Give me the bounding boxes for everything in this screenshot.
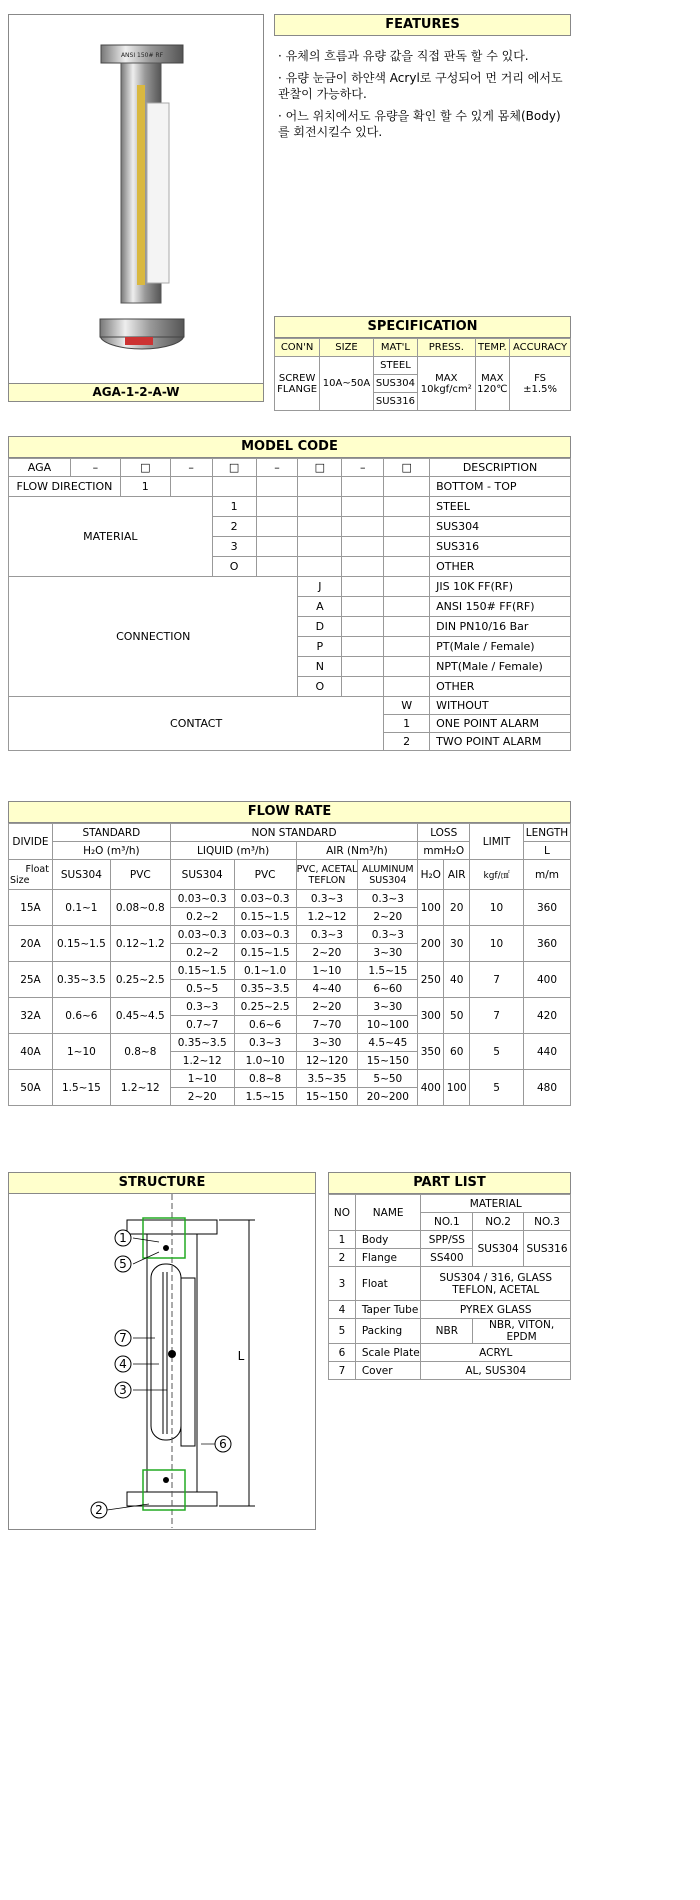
- fr-liq-sus304: 0.03~0.3: [170, 890, 234, 908]
- fr-h-divide: DIVIDE: [9, 824, 53, 860]
- pl-name: Flange: [355, 1249, 421, 1267]
- fr-liq-pvc: 0.3~3: [234, 1034, 296, 1052]
- fr-air-pvc: 15~150: [296, 1088, 358, 1106]
- pl-no: 4: [329, 1301, 356, 1319]
- spec-press: MAX 10kgf/cm²: [418, 357, 475, 411]
- pl-mat1: SS400: [421, 1249, 473, 1267]
- table-row: [9, 926, 571, 944]
- connection-code: P: [298, 637, 342, 657]
- connection-code: N: [298, 657, 342, 677]
- connection-desc: OTHER: [430, 677, 571, 697]
- fr-std-sus304: 0.35~3.5: [52, 962, 110, 998]
- connection-desc: DIN PN10/16 Bar: [430, 617, 571, 637]
- fr-air-pvc: 0.3~3: [296, 926, 358, 944]
- fr-limit: 7: [470, 998, 524, 1034]
- fr-air-pvc: 1~10: [296, 962, 358, 980]
- flowmeter-photo: [9, 15, 263, 385]
- spec-matl: SUS304: [373, 375, 417, 393]
- pl-name: Packing: [355, 1319, 421, 1344]
- flow-rate-title: FLOW RATE: [8, 801, 571, 823]
- feature-item: · 유체의 흐름과 유량 값을 직접 판독 할 수 있다.: [278, 49, 529, 63]
- pl-h-no3: NO.3: [524, 1213, 571, 1231]
- callout-2: 2: [95, 1503, 103, 1517]
- specification-title: SPECIFICATION: [274, 316, 571, 338]
- fr-h-L: L: [523, 842, 570, 860]
- connection-desc: ANSI 150# FF(RF): [430, 597, 571, 617]
- material-desc: OTHER: [430, 557, 571, 577]
- flow-direction-code: 1: [120, 477, 170, 497]
- spec-matl: SUS316: [373, 393, 417, 411]
- spec-conn: SCREW FLANGE: [275, 357, 320, 411]
- model-code-table: [8, 458, 571, 751]
- fr-size: 32A: [9, 998, 53, 1034]
- model-code-header: □: [120, 459, 170, 477]
- fr-length: 360: [523, 890, 570, 926]
- pl-no: 6: [329, 1344, 356, 1362]
- fr-h-alu: ALUMINUM SUS304: [358, 860, 418, 890]
- fr-loss-air: 100: [444, 1070, 470, 1106]
- connection-code: O: [298, 677, 342, 697]
- fr-h-length: LENGTH: [523, 824, 570, 842]
- fr-limit: 10: [470, 890, 524, 926]
- fr-air-pvc: 2~20: [296, 998, 358, 1016]
- table-row: [9, 998, 571, 1016]
- pl-no: 3: [329, 1267, 356, 1301]
- fr-liq-sus304: 0.3~3: [170, 998, 234, 1016]
- fr-liq-sus304: 0.2~2: [170, 908, 234, 926]
- pl-mat1: NBR: [421, 1319, 473, 1344]
- fr-liq-sus304: 0.03~0.3: [170, 926, 234, 944]
- fr-air-pvc: 4~40: [296, 980, 358, 998]
- feature-item: · 유량 눈금이 하얀색 Acryl로 구성되어 먼 거리 에서도 관찰이 가능하다.: [278, 71, 563, 101]
- product-photo-frame: [8, 14, 264, 402]
- specification-table: [274, 338, 571, 411]
- connection-desc: NPT(Male / Female): [430, 657, 571, 677]
- model-code-header: □: [298, 459, 342, 477]
- fr-air-alu: 2~20: [358, 908, 418, 926]
- fr-air-pvc: 12~120: [296, 1052, 358, 1070]
- fr-air-alu: 6~60: [358, 980, 418, 998]
- contact-label: CONTACT: [9, 697, 384, 751]
- fr-liq-pvc: 0.25~2.5: [234, 998, 296, 1016]
- flow-rate-table: [8, 823, 571, 1106]
- spec-temp: MAX 120℃: [475, 357, 510, 411]
- fr-length: 440: [523, 1034, 570, 1070]
- fr-liq-pvc: 1.5~15: [234, 1088, 296, 1106]
- fr-std-sus304: 0.1~1: [52, 890, 110, 926]
- fr-std-sus304: 1.5~15: [52, 1070, 110, 1106]
- fr-liq-pvc: 0.35~3.5: [234, 980, 296, 998]
- fr-h-loss: LOSS: [418, 824, 470, 842]
- spec-size: 10A~50A: [320, 357, 374, 411]
- fr-air-alu: 15~150: [358, 1052, 418, 1070]
- connection-desc: PT(Male / Female): [430, 637, 571, 657]
- material-code: 2: [212, 517, 256, 537]
- fr-air-alu: 0.3~3: [358, 890, 418, 908]
- pl-no: 2: [329, 1249, 356, 1267]
- table-row: [9, 890, 571, 908]
- fr-liq-sus304: 0.2~2: [170, 944, 234, 962]
- features-title: FEATURES: [274, 14, 571, 36]
- flow-direction-label: FLOW DIRECTION: [9, 477, 121, 497]
- fr-h-length-unit: m/m: [523, 860, 570, 890]
- connection-code: D: [298, 617, 342, 637]
- fr-h-h2o: H₂O (m³/h): [52, 842, 170, 860]
- fr-size: 25A: [9, 962, 53, 998]
- fr-h-teflon: PVC, ACETAL TEFLON: [296, 860, 358, 890]
- fr-size: 20A: [9, 926, 53, 962]
- fr-limit: 5: [470, 1034, 524, 1070]
- model-code-header: –: [256, 459, 298, 477]
- flow-direction-desc: BOTTOM - TOP: [430, 477, 571, 497]
- structure-drawing-frame: [8, 1194, 316, 1530]
- fr-air-pvc: 1.2~12: [296, 908, 358, 926]
- pl-h-no: NO: [329, 1195, 356, 1231]
- fr-loss-h2o: 400: [418, 1070, 444, 1106]
- flow-rate-rows: [9, 890, 571, 1106]
- spec-matl: STEEL: [373, 357, 417, 375]
- part-list-table: [328, 1194, 571, 1380]
- connection-label: CONNECTION: [9, 577, 298, 697]
- callout-1: 1: [119, 1231, 127, 1245]
- model-code-header: □: [384, 459, 430, 477]
- fr-std-pvc: 0.45~4.5: [110, 998, 170, 1034]
- fr-h-loss-h2o: H₂O: [418, 860, 444, 890]
- fr-air-alu: 20~200: [358, 1088, 418, 1106]
- fr-size: 40A: [9, 1034, 53, 1070]
- part-list-title: PART LIST: [328, 1172, 571, 1194]
- pl-name: Scale Plate: [355, 1344, 421, 1362]
- fr-liq-sus304: 0.15~1.5: [170, 962, 234, 980]
- length-label: L: [237, 1349, 245, 1363]
- fr-air-alu: 3~30: [358, 998, 418, 1016]
- pl-name: Cover: [355, 1362, 421, 1380]
- spec-header: TEMP.: [475, 339, 510, 357]
- fr-std-pvc: 0.08~0.8: [110, 890, 170, 926]
- fr-air-pvc: 0.3~3: [296, 890, 358, 908]
- fr-liq-pvc: 0.6~6: [234, 1016, 296, 1034]
- pl-h-name: NAME: [355, 1195, 421, 1231]
- fr-loss-h2o: 200: [418, 926, 444, 962]
- structure-drawing: [9, 1194, 315, 1528]
- fr-air-alu: 4.5~45: [358, 1034, 418, 1052]
- fr-h-air: AIR (Nm³/h): [296, 842, 418, 860]
- fr-air-alu: 1.5~15: [358, 962, 418, 980]
- fr-h-limit-unit: kgf/㎠: [470, 860, 524, 890]
- spec-header: CON'N: [275, 339, 320, 357]
- fr-liq-sus304: 0.35~3.5: [170, 1034, 234, 1052]
- material-desc: STEEL: [430, 497, 571, 517]
- model-code-title: MODEL CODE: [8, 436, 571, 458]
- pl-mat-all: SUS304 / 316, GLASS TEFLON, ACETAL: [421, 1267, 571, 1301]
- model-code-header: □: [212, 459, 256, 477]
- pl-no: 7: [329, 1362, 356, 1380]
- fr-size: 50A: [9, 1070, 53, 1106]
- pl-h-material: MATERIAL: [421, 1195, 571, 1213]
- fr-liq-sus304: 1.2~12: [170, 1052, 234, 1070]
- connection-desc: JIS 10K FF(RF): [430, 577, 571, 597]
- pl-mat23: NBR, VITON, EPDM: [473, 1319, 571, 1344]
- fr-h-limit: LIMIT: [470, 824, 524, 860]
- fr-std-pvc: 1.2~12: [110, 1070, 170, 1106]
- contact-desc: ONE POINT ALARM: [430, 715, 571, 733]
- fr-air-pvc: 7~70: [296, 1016, 358, 1034]
- fr-h-sus304: SUS304: [52, 860, 110, 890]
- fr-std-pvc: 0.8~8: [110, 1034, 170, 1070]
- fr-limit: 10: [470, 926, 524, 962]
- model-code-header: –: [170, 459, 212, 477]
- fr-std-sus304: 0.15~1.5: [52, 926, 110, 962]
- pl-mat3: SUS316: [524, 1231, 571, 1267]
- callout-4: 4: [119, 1357, 127, 1371]
- fr-liq-pvc: 0.15~1.5: [234, 908, 296, 926]
- fr-limit: 7: [470, 962, 524, 998]
- fr-liq-sus304: 0.7~7: [170, 1016, 234, 1034]
- spec-header: MAT'L: [373, 339, 417, 357]
- fr-h-pvcb: PVC: [234, 860, 296, 890]
- table-row: [9, 962, 571, 980]
- fr-loss-air: 50: [444, 998, 470, 1034]
- fr-loss-air: 30: [444, 926, 470, 962]
- pl-no: 1: [329, 1231, 356, 1249]
- fr-h-loss-air: AIR: [444, 860, 470, 890]
- fr-h-pvc: PVC: [110, 860, 170, 890]
- material-code: 1: [212, 497, 256, 517]
- model-code-header: –: [342, 459, 384, 477]
- fr-liq-pvc: 0.1~1.0: [234, 962, 296, 980]
- model-code-header: –: [70, 459, 120, 477]
- contact-code: 2: [384, 733, 430, 751]
- spec-accuracy: FS ±1.5%: [510, 357, 571, 411]
- pl-mat-all: PYREX GLASS: [421, 1301, 571, 1319]
- fr-loss-air: 20: [444, 890, 470, 926]
- pl-name: Float: [355, 1267, 421, 1301]
- pl-no: 5: [329, 1319, 356, 1344]
- contact-code: W: [384, 697, 430, 715]
- material-desc: SUS316: [430, 537, 571, 557]
- fr-std-pvc: 0.25~2.5: [110, 962, 170, 998]
- fr-h-float-size: Float Size: [9, 860, 53, 890]
- pl-mat-all: AL, SUS304: [421, 1362, 571, 1380]
- spec-header: PRESS.: [418, 339, 475, 357]
- spec-header: ACCURACY: [510, 339, 571, 357]
- feature-item: · 어느 위치에서도 유량을 확인 할 수 있게 몸체(Body)를 회전시킬수 있다.: [278, 109, 561, 139]
- fr-h-sus304b: SUS304: [170, 860, 234, 890]
- fr-h-liquid: LIQUID (m³/h): [170, 842, 296, 860]
- contact-desc: WITHOUT: [430, 697, 571, 715]
- fr-loss-h2o: 100: [418, 890, 444, 926]
- fr-h-standard: STANDARD: [52, 824, 170, 842]
- pl-mat-all: ACRYL: [421, 1344, 571, 1362]
- fr-h-mmh2o: mmH₂O: [418, 842, 470, 860]
- fr-air-alu: 3~30: [358, 944, 418, 962]
- fr-std-sus304: 1~10: [52, 1034, 110, 1070]
- callout-6: 6: [219, 1437, 227, 1451]
- material-code: 3: [212, 537, 256, 557]
- fr-loss-air: 40: [444, 962, 470, 998]
- fr-length: 420: [523, 998, 570, 1034]
- fr-air-pvc: 3.5~35: [296, 1070, 358, 1088]
- fr-h-nonstandard: NON STANDARD: [170, 824, 418, 842]
- model-code-header: AGA: [9, 459, 71, 477]
- fr-air-alu: 0.3~3: [358, 926, 418, 944]
- fr-liq-pvc: 0.03~0.3: [234, 890, 296, 908]
- contact-code: 1: [384, 715, 430, 733]
- fr-length: 400: [523, 962, 570, 998]
- callout-5: 5: [119, 1257, 127, 1271]
- fr-std-sus304: 0.6~6: [52, 998, 110, 1034]
- fr-loss-h2o: 350: [418, 1034, 444, 1070]
- callout-7: 7: [119, 1331, 127, 1345]
- fr-liq-pvc: 1.0~10: [234, 1052, 296, 1070]
- fr-air-pvc: 3~30: [296, 1034, 358, 1052]
- fr-liq-sus304: 1~10: [170, 1070, 234, 1088]
- features-list: [278, 48, 568, 146]
- fr-loss-h2o: 250: [418, 962, 444, 998]
- material-code: O: [212, 557, 256, 577]
- material-desc: SUS304: [430, 517, 571, 537]
- table-row: [9, 1070, 571, 1088]
- fr-size: 15A: [9, 890, 53, 926]
- fr-liq-sus304: 0.5~5: [170, 980, 234, 998]
- fr-loss-air: 60: [444, 1034, 470, 1070]
- spec-header: SIZE: [320, 339, 374, 357]
- fr-length: 480: [523, 1070, 570, 1106]
- contact-desc: TWO POINT ALARM: [430, 733, 571, 751]
- fr-std-pvc: 0.12~1.2: [110, 926, 170, 962]
- pl-name: Taper Tube: [355, 1301, 421, 1319]
- model-code-header: DESCRIPTION: [430, 459, 571, 477]
- callout-3: 3: [119, 1383, 127, 1397]
- pl-mat2: SUS304: [473, 1231, 524, 1267]
- pl-h-no2: NO.2: [473, 1213, 524, 1231]
- fr-liq-pvc: 0.8~8: [234, 1070, 296, 1088]
- material-label: MATERIAL: [9, 497, 213, 577]
- product-caption: AGA-1-2-A-W: [9, 383, 263, 401]
- flange-label: ANSI 150# RF: [120, 52, 164, 59]
- fr-air-alu: 10~100: [358, 1016, 418, 1034]
- pl-name: Body: [355, 1231, 421, 1249]
- connection-code: A: [298, 597, 342, 617]
- table-row: [9, 1034, 571, 1052]
- pl-h-no1: NO.1: [421, 1213, 473, 1231]
- fr-air-pvc: 2~20: [296, 944, 358, 962]
- structure-title: STRUCTURE: [8, 1172, 316, 1194]
- fr-length: 360: [523, 926, 570, 962]
- fr-liq-sus304: 2~20: [170, 1088, 234, 1106]
- fr-liq-pvc: 0.03~0.3: [234, 926, 296, 944]
- fr-loss-h2o: 300: [418, 998, 444, 1034]
- fr-liq-pvc: 0.15~1.5: [234, 944, 296, 962]
- fr-limit: 5: [470, 1070, 524, 1106]
- pl-mat1: SPP/SS: [421, 1231, 473, 1249]
- connection-code: J: [298, 577, 342, 597]
- fr-air-alu: 5~50: [358, 1070, 418, 1088]
